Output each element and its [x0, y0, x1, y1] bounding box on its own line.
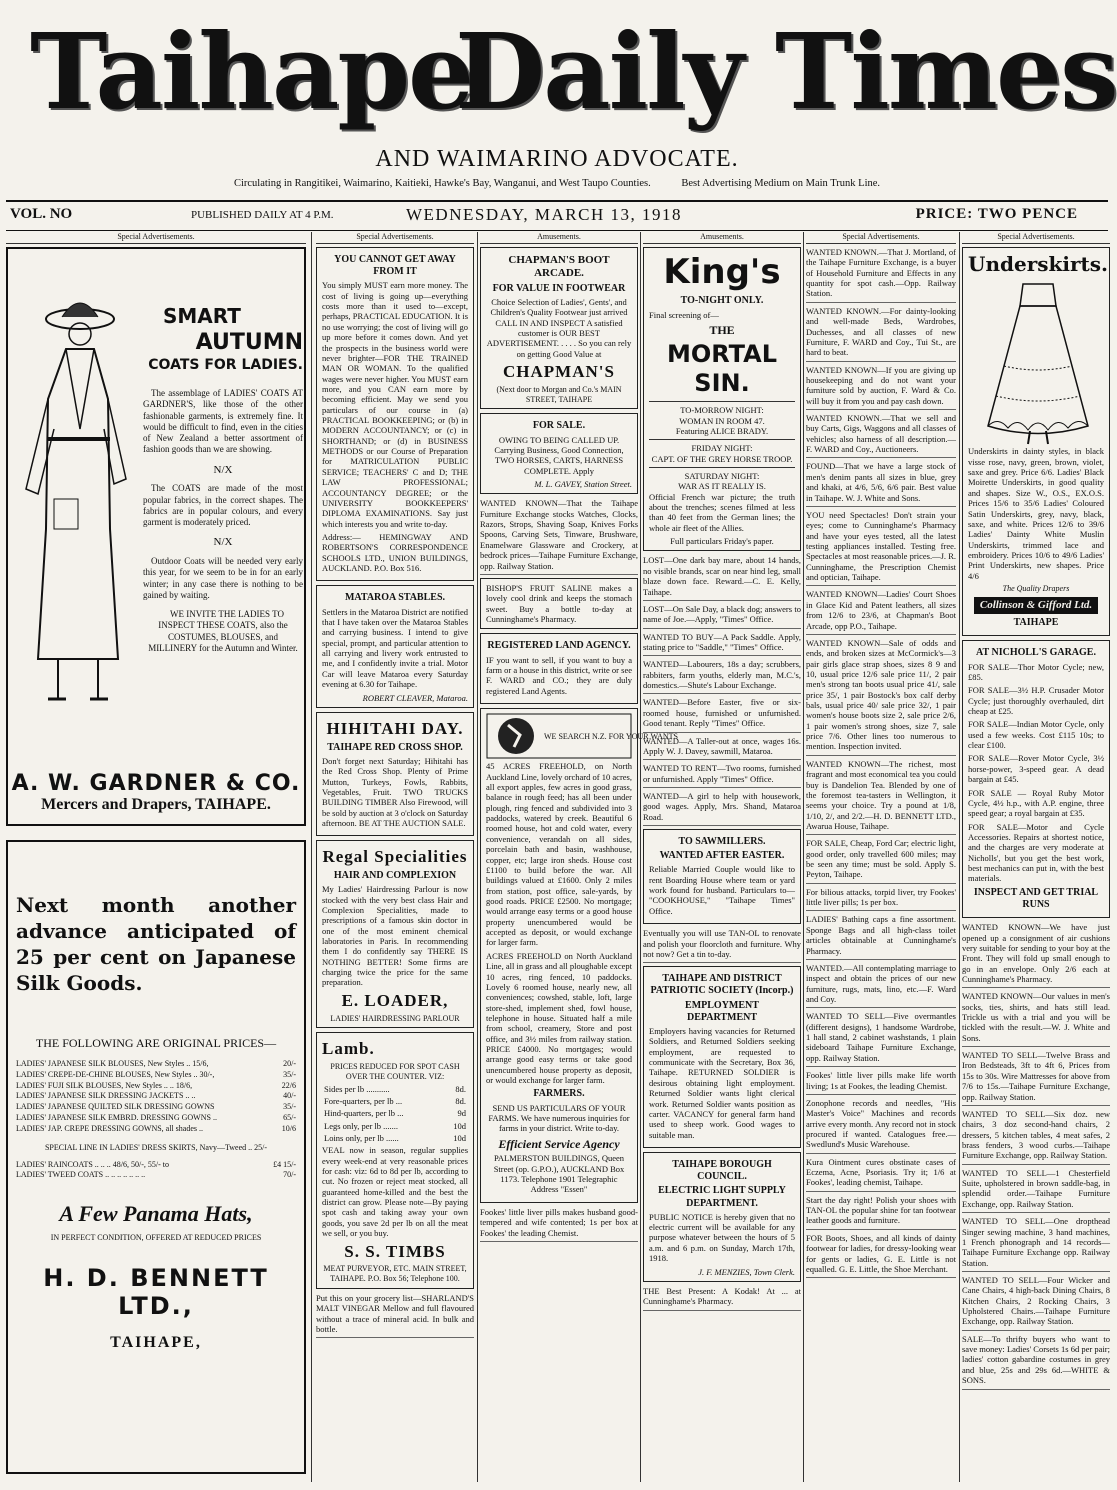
tanol-notice: Eventually you will use TAN-OL to renovate and polish your floorcloth and furniture. Why not now? Get a tin to-day.	[643, 928, 801, 963]
advert-body: VEAL now in season, regular supplies every week-end at very reasonable prices for cash: viz: 6d to 8d per lb, according to cut. No frozen or reject meat stocked, all guaranteed home-killed and the best the district can grow. Please note—By paying spot cash and taking away your own goods, you save 2d per lb on all the meat we sell, or you buy.	[322, 1145, 468, 1239]
issue-price: PRICE: TWO PENCE	[915, 206, 1078, 222]
hihitahi-advert	[316, 712, 474, 836]
classified-notice: WANTED KNOWN—If you are giving up housekeeping and do not want your furniture sold by auction, F. Ward & Co. will buy it from you and pay cash down.	[806, 365, 956, 410]
advert-title: Lamb.	[322, 1039, 375, 1059]
monogram-mark: N/X	[213, 463, 233, 476]
price-item: LADIES' JAPANESE SILK DRESSING JACKETS .. ..	[16, 1091, 196, 1101]
divider	[649, 439, 795, 440]
paragraph: The assemblage of LADIES' COATS AT GARDNER'S, like those of the other fashionable garments, is extremely fine. It would be difficult to find, even in the cities of New Zealand a better assortment of fashion goods than we are showing.	[143, 388, 303, 455]
lamb-price-row	[324, 1121, 466, 1131]
classified-notice: Kura Ointment cures obstinate cases of Eczema, Acne, Psoriasis. Try it; 1/6 at Fookes', leading chemist, Taihape.	[806, 1157, 956, 1192]
classified-notice: WANTED KNOWN—Ladies' Court Shoes in Glace Kid and Patent leathers, all sizes from 12/6 to 23/6, at Chapman's Boot Arcade, opp P.O., Taihape.	[806, 589, 956, 634]
cut-price: 9d	[457, 1108, 466, 1119]
price-value: 35/-	[283, 1102, 296, 1112]
classified-notice: YOU need Spectacles! Don't strain your eyes; come to Cunninghame's Pharmacy and have your eyes tested, all the latest testing appliances installed. Testing free. Spectacles at most reasonable prices.—J. R. Cunninghame, the Prescription Chemist and optician, Taihape.	[806, 510, 956, 587]
advert-body: PUBLIC NOTICE is hereby given that no electric current will be available for any purpose whatever between the hours of 5 a.m. and 6 p.m. on Sunday, March 17th, 1918.	[649, 1211, 795, 1264]
listing: FOR SALE—Motor and Cycle Accessories. Repairs at shortest notice, and the charges are very moderate at Nicholls', but you get the best work, best mechanics can put in, with the best materials.	[968, 821, 1104, 884]
advert-title: TAIHAPE BOROUGH COUNCIL.	[672, 1158, 772, 1183]
column-rule	[803, 232, 804, 1482]
advert-signature: J. F. MENZIES, Town Clerk.	[698, 1266, 795, 1277]
price-value: 22/6	[281, 1080, 296, 1090]
column-heading: Amusements.	[643, 232, 801, 244]
column-2	[316, 232, 474, 1482]
schools-advert	[316, 247, 474, 581]
price-value: 10/6	[281, 1123, 296, 1133]
schedule-line: TO-MORROW NIGHT:	[680, 405, 764, 416]
advert-body: Underskirts in dainty styles, in black visse rose, navy, green, brown, violet, saxe and grey. Price 6/6. Ladies' Black Moirette Underskirts, in good quality and shapes. Size W., O.S., EX.O.S. Prices 15/6 to 35/6 Ladies' Coloured Satin Underskirts, grey, navy, black, saxe, and white. Prices 12/6 to 39/6 Ladies' Dainty White Muslin Underskirts, trimmed lace and embroidery. Prices 10/6 to 49/6 Ladies' Print Underskirts, new shapes. Price 4/6	[968, 446, 1104, 581]
lamb-price-row	[324, 1084, 466, 1094]
kodak-notice: THE Best Present: A Kodak! At ... at Cunninghame's Pharmacy.	[643, 1286, 801, 1311]
price-value: 40/-	[283, 1091, 296, 1101]
cut-price: 8d.	[455, 1095, 466, 1106]
classified-notice: WANTED TO SELL—Four Wicker and Cane Chairs, 4 high-back Dining Chairs, 8 Kitchen Chairs, 2 Rocking Chairs, 3 Upholstered Chairs.—Taihape Furniture Exchange, opp. Railway Station.	[962, 1275, 1110, 1331]
cut-price: 10d	[453, 1132, 466, 1143]
price-value: 65/-	[283, 1112, 296, 1122]
regal-advert	[316, 840, 474, 1028]
panama-sub: IN PERFECT CONDITION, OFFERED AT REDUCED PRICES	[50, 1233, 262, 1243]
cut-name: Fore-quarters, per lb ...	[324, 1095, 403, 1106]
listing: FOR SALE—Indian Motor Cycle, only used a few weeks. Cost £115 10s; to clear £100.	[968, 719, 1104, 751]
advert-signature: ROBERT CLEAVER, Mataroa.	[362, 692, 468, 703]
bennett-name: H. D. BENNETT LTD.,	[43, 1264, 269, 1321]
farm-listing: 45 ACRES FREEHOLD, on North Auckland Line, lovely orchard of 10 acres, all export apples, few acres in good grass, balance in rough feed; has all been under plough, ring fenced and subdivided into 3 paddocks, watered by creek. Beautiful 6 roomed house, hot and cold water, every convenience, verandah on all sides, porcelain bath and basin, washhouse, copper, etc; large iron sheds. House cost £1100 to build before the war. All buildings valued at £1600. Only 2 miles from station, post office, sale-yards, by good roads. PRICE £2500. No mortgage; would arrange easy terms or a good house property unencumbered would be accepted as deposit, or would exchange for larger farm.	[486, 761, 632, 948]
classified-notice: WANTED KNOWN.—That J. Mortland, of the Taihape Furniture Exchange, is a buyer of Household Furniture and Effects in any quantity for spot cash.—Opp. Railway Station.	[806, 247, 956, 303]
classified-notice: For bilious attacks, torpid liver, try Fookes' little liver pills; 1s per box.	[806, 887, 956, 912]
column-heading: Special Advertisements.	[316, 232, 474, 244]
lamb-price-row	[324, 1133, 466, 1143]
paragraph: The COATS are made of the most popular fabrics, in the correct shapes. The fabrics are in popular colours, and every garment is moderately priced.	[143, 483, 303, 527]
advert-body: You simply MUST earn more money. The cost of living is going up—everything costs more than it used to—except, perhaps, PRACTICAL EDUCATION. It is no use worrying; the cost of living will go up more before it comes down. And yet the prospects in the business world were never brighter—FOR THE TRAINED MAN OR WOMAN. To the qualified wages were never higher. You MUST earn more, and you CAN earn more by becoming efficient. May we send you particulars of our course in (a) PRACTICAL BOOKKEEPING; or (b) in MODERN ACCOUNTANCY; or (c) in SHORTHAND; or (d) in BUSINESS METHODS or our Course of Preparation for MATRICULATION PUBLIC SERVICE; TEACHERS' C and D; THE LAW PROFESSIONAL; ACCOUNTANCY DEGREE; or the UNIVERSITY BOOKKEEPERS' DIPLOMA EXAMINATIONS. Say just which interests you and write to-day.	[322, 280, 468, 529]
advert-title: TO SAWMILLERS.	[678, 836, 766, 848]
price-row	[16, 1170, 296, 1181]
classified-notice: WANTED TO SELL—Six doz. new chairs, 3 doz second-hand chairs, 2 dressers, 5 kitchen tables, 4 meat safes, 2 brass fenders, 3 wood curbs.—Taihape Furniture Exchange, opp. Railway Station.	[962, 1109, 1110, 1165]
store-name: A. W. GARDNER & CO.	[11, 771, 301, 796]
advert-subtitle: EMPLOYMENT DEPARTMENT	[685, 999, 759, 1023]
advert-body: My Ladies' Hairdressing Parlour is now stocked with the very best class Hair and Complexion Specialities, made to prescriptions of a famous skin doctor in one of the most eminent chemical laboratories in Paris. In recommending them I do confidently say THERE IS NOTHING BETTER! Some firms are charging twice the price for the same preparation.	[322, 884, 468, 988]
price-value: 20/-	[283, 1059, 296, 1068]
film-prefix: THE	[709, 323, 735, 338]
listing: FOR SALE—3½ H.P. Crusader Motor Cycle; just thoroughly overhauled, dirt cheap at £25.	[968, 685, 1104, 717]
price-item: LADIES' JAP. CREPE DRESSING GOWNS, all shades ..	[16, 1123, 204, 1133]
gardner-signature	[8, 771, 304, 814]
furniture-exchange-notice: WANTED KNOWN—That the Taihape Furniture Exchange stocks Watches, Clocks, Razors, Strops, Shaving Soap, Knives Forks Spoons, Carving Sets, Tinware, Brushware, Enamelware Glassware and Crockery, at bedrock prices—Taihape Furniture Exchange, opp. Railway Station.	[480, 498, 638, 575]
advert-title: HIHITAHI DAY.	[326, 718, 464, 738]
advert-title: MATAROA STABLES.	[344, 592, 446, 604]
nicholls-garage-advert	[962, 640, 1110, 918]
final-screening: Final screening of—	[649, 309, 719, 320]
price-item: LADIES' RAINCOATS .. .. .. 48/6, 50/-, 55/- to	[16, 1159, 169, 1169]
advert-body: SEND US PARTICULARS OF YOUR FARMS. We have numerous inquiries for farms in your district. Write to-day.	[488, 1102, 630, 1134]
advert-title: REGISTERED LAND AGENCY.	[487, 640, 631, 652]
cut-price: 8d.	[455, 1083, 466, 1094]
advert-body: Reliable Married Couple would like to rent Boarding House where team or yard work found for husband. Particulars to— "COOKHOUSE," "Taihape Times" Office.	[649, 864, 795, 916]
headline-smart: SMART	[163, 304, 241, 328]
advert-trade: LADIES' HAIRDRESSING PARLOUR	[330, 1013, 460, 1023]
panama-headline: A Few Panama Hats,	[59, 1201, 253, 1227]
lamb-price-table	[322, 1082, 468, 1146]
advert-subtitle: ELECTRIC LIGHT SUPPLY DEPARTMENT.	[658, 1185, 786, 1209]
advert-subtitle: PRICES REDUCED FOR SPOT CASH OVER THE COUNTER. VIZ:	[330, 1062, 460, 1081]
schedule-line: FRIDAY NIGHT:	[691, 443, 753, 454]
classified-notice: WANTED TO SELL—Five overmantles (different designs), 1 handsome Wardrobe, 1 hall stand, 2 cabinet washstands, 1 plain sideboard Taihape Furniture Exchange, opp. Railway Station.	[806, 1011, 956, 1067]
silk-headline: Next month another advance anticipated of 25 per cent on Japanese Silk Goods.	[16, 893, 296, 995]
advert-name: E. LOADER,	[341, 990, 449, 1010]
advert-body: IF you want to sell, if you want to buy a farm or a house in this district, write or see F. WARD and CO.; they are duly registered Land Agents.	[486, 654, 632, 696]
masthead	[0, 10, 1117, 172]
coats-copy	[143, 304, 303, 662]
masthead-word-daily: Daily	[455, 10, 743, 133]
classified-notice: WANTED—Labourers, 18s a day; scrubbers, rabbiters, farm youths, elderly man, M.C.'s, domestics.—Shute's Labour Exchange.	[643, 659, 801, 694]
cut-name: Sides per lb ...........	[324, 1083, 390, 1094]
schedule-line: Featuring ALICE BRADY.	[675, 425, 769, 436]
liver-pills-notice: Fookes' little liver pills makes husband good-tempered and wife contented; 1s per box at Fookes' the leading Chemist.	[480, 1207, 638, 1242]
cut-name: Loins only, per lb ......	[324, 1132, 399, 1143]
vinegar-advert: Put this on your grocery list—SHARLAND'S MALT VINEGAR Mellow and full flavoured without a trace of mineral acid. In bulk and bottle.	[316, 1293, 474, 1338]
advert-subtitle: FOR VALUE IN FOOTWEAR	[492, 282, 626, 294]
classified-notice: WANTED KNOWN.—For dainty-looking and well-made Beds, Wardrobes, Duchesses, and all classes of new Furniture, F. WARD and Coy., Tui St., are hard to beat.	[806, 306, 956, 362]
war-description: Official French war picture; the truth about the trenches; scenes filmed at less than 40 feet from the German lines; the whole air fleet of the Allies.	[649, 491, 795, 533]
classified-notice: WANTED—A girl to help with housework, good wages. Apply, Mrs. Shand, Mataroa Road.	[643, 791, 801, 826]
agency-address: PALMERSTON BUILDINGS, Queen Street (op. G.P.O.), AUCKLAND Box 1173. Telephone 1901 Telegraphic Address "Essen"	[493, 1153, 625, 1195]
masthead-word-taihape: Taihape	[30, 10, 473, 133]
schedule-line: SATURDAY NIGHT:	[684, 470, 760, 481]
listing: FOR SALE — Royal Ruby Motor Cycle, 4½ h.p., with A.P. engine, three speed gear; a royal bargain at £35.	[968, 787, 1104, 819]
schedule-line: WOMAN IN ROOM 47.	[679, 415, 765, 426]
sawmillers-advert	[643, 829, 801, 924]
price-value: 70/-	[283, 1170, 296, 1180]
classified-notice: WANTED KNOWN—The richest, most fragrant and most economical tea you could buy is Dandelion Tea. Blended by one of the foremost tea-tasters in Wellington, it seems your choice. Try a pound at 1/8, 1/10, 2/, and 2/2.—H. D. BENNETT LTD., Awarua House, Taihape.	[806, 759, 956, 836]
price-item: LADIES' JAPANESE SILK EMBRD. DRESSING GOWNS ..	[16, 1112, 217, 1122]
bennett-silk-advert	[6, 840, 306, 1474]
advert-signature: M. L. GAVEY, Station Street.	[534, 479, 632, 490]
circulating-text: Circulating in Rangitikei, Waimarino, Kaitieki, Hawke's Bay, Wanganui, and West Taupo Counties.	[233, 178, 651, 189]
chapmans-advert	[480, 247, 638, 409]
schedule-line: CAPT. OF THE GREY HORSE TROOP.	[651, 453, 793, 464]
classified-notice: FOUND—That we have a large stock of men's denim pants all sizes in blue, grey and khaki, at 4/6, 5/6, 6/6 pair. Best value in Taihape. W. J. White and Sons.	[806, 461, 956, 506]
advert-address: MEAT PURVEYOR, ETC. MAIN STREET, TAIHAPE. P.O. Box 56; Telephone 100.	[323, 1264, 467, 1284]
price-row	[16, 1113, 296, 1124]
price-item: LADIES' JAPANESE SILK BLOUSES, New Styles .. 15/6,	[16, 1059, 209, 1068]
invitation: WE INVITE THE LADIES TO INSPECT THESE COATS, also the COSTUMES, BLOUSES, and MILLINERY for the Autumn and Winter.	[148, 609, 298, 653]
classified-notice: SALE—To thrifty buyers who want to save money: Ladies' Corsets 1s 6d per pair; ladies' cotton gabardine costumes in grey and blue, 25s and 29s 6d.—WHITE & SONS.	[962, 1334, 1110, 1390]
agency-name: Efficient Service Agency	[498, 1136, 620, 1151]
advert-subtitle: HAIR AND COMPLEXION	[333, 870, 457, 882]
column-3	[480, 232, 679, 1482]
classified-notice: WANTED TO RENT—Two rooms, furnished or unfurnished. Apply "Times" Office.	[643, 763, 801, 788]
borough-council-notice	[643, 1152, 801, 1282]
nz-map-badge	[486, 713, 679, 759]
cut-name: Legs only, per lb .......	[324, 1120, 399, 1131]
brand-tagline: The Quality Drapers	[1002, 584, 1070, 594]
price-row	[16, 1102, 296, 1113]
patriotic-society-advert	[643, 966, 801, 1148]
lady-in-coat-illustration	[18, 279, 138, 719]
classified-notice: WANTED—A Taller-out at once, wages 16s. Apply W. J. Davey, sawmill, Mataroa.	[643, 736, 801, 761]
classified-notice: WANTED KNOWN—Our values in men's socks, ties, shirts, and hats still lead. Trickle us with a trial and you will be tickled with the result.—W. J. White and Sons.	[962, 991, 1110, 1047]
cut-price: 10d	[453, 1120, 466, 1131]
advert-subtitle: TAIHAPE RED CROSS SHOP.	[327, 741, 463, 753]
classified-notice: FOR Boots, Shoes, and all kinds of dainty footwear for ladies, for dressy-looking wear for gents or ladies, G. E. Little is not equalled. G. E. Little, the Shoe Merchant.	[806, 1233, 956, 1278]
classified-notice: WANTED KNOWN.—That we sell and buy Carts, Gigs, Waggons and all classes of vehicles; also harness of all description.—F. WARD and Coy., Auctioneers.	[806, 413, 956, 458]
underskirts-advert	[962, 247, 1110, 636]
price-row	[16, 1059, 296, 1070]
monogram-mark: N/X	[213, 536, 233, 549]
classified-notice: WANTED.—All contemplating marriage to inspect and obtain the prices of our new furniture, rugs, mats, lino, etc.—F. Ward and Coy.	[806, 963, 956, 1008]
classified-notice: LOST—On Sale Day, a black dog; answers to name of Joe.—Apply, "Times" Office.	[643, 604, 801, 629]
circulation-line	[0, 178, 1114, 189]
advert-name: S. S. TIMBS	[344, 1241, 446, 1261]
bennett-town: TAIHAPE,	[110, 1334, 202, 1352]
price-row	[16, 1091, 296, 1102]
price-row	[16, 1160, 296, 1171]
store-trade: Mercers and Drapers, TAIHAPE.	[41, 796, 271, 813]
film-title: MORTAL SIN.	[666, 339, 778, 397]
advert-title: CHAPMAN'S BOOT ARCADE.	[508, 254, 610, 280]
price-value: 35/-	[283, 1069, 296, 1079]
advert-body: Settlers in the Mataroa District are notified that I have taken over the Mataroa Stables and carrying business. I intend to give special, prompt, and particular attention to all carrying and livery work entrusted to me, and I confidently invite a trial. Motor Car will leave Mataroa every Saturday evening at 6.30 for Taihape.	[322, 606, 468, 690]
advert-title: Underskirts.	[968, 252, 1108, 276]
land-agency-advert	[480, 633, 638, 704]
price-row	[16, 1081, 296, 1092]
advert-address: Address:— HEMINGWAY AND ROBERTSON'S CORRESPONDENCE SCHOOLS LTD., UNION BUILDINGS, AUCKLAND. P.O. Box 516.	[322, 532, 468, 574]
column-heading: Amusements.	[480, 232, 638, 244]
stables-advert	[316, 585, 474, 707]
price-item: LADIES' JAPANESE QUILTED SILK DRESSING GOWNS	[16, 1102, 215, 1112]
tonight-label: TO-NIGHT ONLY.	[680, 295, 764, 307]
service-agency-advert	[480, 708, 679, 1203]
classified-notice: WANTED TO BUY—A Pack Saddle. Apply, stating price to "Saddle," "Times" Office.	[643, 632, 801, 657]
advert-title: Regal Specialities	[322, 847, 468, 867]
advert-address: (Next door to Morgan and Co.'s MAIN STREET, TAIHAPE	[496, 384, 622, 404]
brand-town: TAIHAPE	[1013, 617, 1059, 629]
price-row	[16, 1124, 296, 1135]
classified-notice: WANTED KNOWN—Sale of odds and ends, and broken sizes at McCormick's—3 pair girls glace strap shoes, sizes 8 9 and 10, usual price 12/6 sale price 11/, 2 pair men's strong tan boots usual price 41/, sale price 35/, 1 pair Bostock's box calf derby bals, usual price 40/ sale price 32/, 1 pair women's house boots size 2, sale price 2/6, 1 pair women's strong shoes, size 7, sale price 7/6. Other lines too numerous to mention. Inspection invited.	[806, 638, 956, 756]
classified-notice: Zonophone records and needles, "His Master's Voice" Machines and records arrive every month. Any record not in stock procured if wanted. Catalogues free.—Swedlund's Music Warehouse.	[806, 1098, 956, 1154]
advert-title: FARMERS.	[533, 1088, 585, 1100]
classified-notice: LOST—One dark bay mare, about 14 hands, no visible brands, scar on near hind leg, small blaze down face. Reward.—C. E. Kelly, Taihape.	[643, 555, 801, 600]
advert-subtitle: WANTED AFTER EASTER.	[659, 850, 785, 862]
divider	[649, 467, 795, 468]
classified-notice: WANTED—Before Easter, five or six-roomed house, furnished or unfurnished. Good tenant. Reply "Times" Office.	[643, 697, 801, 732]
listing: FOR SALE—Rover Motor Cycle, 3½ horse-power, 3-speed gear. A dead bargain at £45.	[968, 753, 1104, 785]
masthead-word-times: Times	[775, 10, 1117, 133]
farm-listing: ACRES FREEHOLD on North Auckland Line, all in grass and all ploughable except 10 acres, ring fenced, 10 paddocks. Lovely 6 roomed house, nearly new, all conveniences; cowshed, stable, loft, large store-shed, implement shed, fowl house, telephone in house. Situated half a mile from school, creamery, Store and post office, and 3½ miles from railway station. PRICE £4000. No mortgages; would arrange good easy terms or take good unencumbered house property as deposit, or would exchange for larger farm.	[486, 950, 632, 1086]
classified-notice: WANTED KNOWN—We have just opened up a consignment of air cushions very suitable for sending to your boy at the Front. They will fold up small enough to go in an envelope. Only 2/6 each at Cunninghame's Pharmacy.	[962, 922, 1110, 988]
advert-body: Employers having vacancies for Returned Soldiers, and Returned Soldiers seeking employment, are requested to communicate with the Secretary, Box 36, Taihape. RETURNED SOLDIER is desirous obtaining light employment. Returned Soldier wants light clerical work. Returned Soldier wants position as carter. VACANCY for general farm hand used to sheep work. Good wages to suitable man.	[649, 1026, 795, 1140]
for-sale-advert	[480, 413, 638, 494]
advert-title: AT NICHOLL'S GARAGE.	[976, 647, 1096, 659]
dateline	[6, 200, 1108, 231]
advert-title: FOR SALE.	[532, 420, 586, 432]
headline-autumn: AUTUMN	[195, 330, 303, 355]
kings-theatre-advert	[643, 247, 801, 551]
column-rule	[640, 232, 641, 1482]
lamb-price-row	[324, 1108, 466, 1118]
classified-notice: Fookes' little liver pills make life worth living; 1s at Fookes, the leading Chemist.	[806, 1070, 956, 1095]
gardner-coats-advert	[6, 247, 306, 826]
issue-date: WEDNESDAY, MARCH 13, 1918	[406, 205, 682, 224]
original-prices-heading: THE FOLLOWING ARE ORIGINAL PRICES—	[35, 1036, 277, 1050]
divider	[649, 401, 795, 402]
headline-coats: COATS FOR LADIES.	[148, 356, 303, 373]
column-heading: Special Advertisements.	[6, 232, 306, 244]
schedule-line: WAR AS IT REALLY IS.	[678, 481, 766, 492]
price-item: LADIES' FUJI SILK BLOUSES, New Styles .. .. 18/6,	[16, 1080, 193, 1090]
column-5	[806, 232, 956, 1482]
particulars-note: Full particulars Friday's paper.	[670, 536, 774, 547]
volume-label: VOL. NO	[10, 206, 73, 222]
column-6	[962, 232, 1110, 1482]
lamb-price-row	[324, 1096, 466, 1106]
brand-logo: Collinson & Gifford Ltd.	[974, 597, 1098, 614]
advert-title: YOU CANNOT GET AWAY FROM IT	[334, 254, 456, 278]
classified-notice: Start the day right! Polish your shoes with TAN-OL the popular shine for tan footwear leather goods and furniture.	[806, 1195, 956, 1230]
lamb-advert	[316, 1032, 474, 1289]
paragraph: Outdoor Coats will be needed very early this year, for we seem to be in for an early winter; in any case there is nothing to be gained by waiting.	[143, 556, 303, 600]
price-row	[16, 1070, 296, 1081]
theatre-name: King's	[663, 252, 781, 292]
price-value: £4 15/-	[273, 1159, 296, 1169]
column-4	[643, 232, 801, 1482]
advert-name: CHAPMAN'S	[503, 362, 615, 382]
advert-body: Don't forget next Saturday; Hihitahi has the Red Cross Shop. Plenty of Prime Mutton, Turkeys, Fowls, Rabbits, Vegetables, Fruit. TWO TRUCKS BUILDING TIMBER Also Firewood, will be sold by auction at 3 o'clock on Saturday afternoon. BE AT THE AUCTION SALE.	[322, 755, 468, 828]
price-list	[16, 1059, 296, 1135]
best-medium-text: Best Advertising Medium on Main Trunk Line.	[681, 178, 881, 189]
price-item: LADIES' CREPE-DE-CHINE BLOUSES, New Styles .. 30/-,	[16, 1069, 215, 1079]
classified-notice: FOR SALE, Cheap, Ford Car; electric light, good order, only travelled 600 miles; may be seen any time; must be sold. Apply S. Peyton, Taihape.	[806, 838, 956, 883]
classified-notice: LADIES' Bathing caps a fine assortment. Sponge Bags and all high-class toilet articles obtainable at Cunninghame's Pharmacy.	[806, 914, 956, 959]
classified-notice: WANTED TO SELL—Twelve Brass and Iron Bedsteads, 3ft to 4ft 6, Prices from 15s to 30s. Wire Mattresses for above from 7/6 to 15s.—Taihape Furniture Exchange, opp. Railway Station.	[962, 1050, 1110, 1106]
advert-footer: INSPECT AND GET TRIAL RUNS	[973, 886, 1099, 910]
masthead-subtitle: AND WAIMARINO ADVOCATE.	[375, 146, 739, 172]
advert-body: Choice Selection of Ladies', Gents', and Children's Quality Footwear just arrived CALL IN AND INSPECT A satisfied customer is OUR BEST ADVERTISEMENT. . . . . So you can rely on getting Good Value at	[486, 297, 632, 359]
classified-notice: WANTED TO SELL—1 Chesterfield Suite, upholstered in brown saddle-bag, in splendid order.—Taihape Furniture Exchange, opp. Railway Station.	[962, 1168, 1110, 1213]
advert-body: OWING TO BEING CALLED UP. Carrying Business, Good Connection, TWO HORSES, CARTS, HARNESS COMPLETE. Apply	[494, 434, 624, 476]
cut-name: Hind-quarters, per lb ...	[324, 1108, 404, 1119]
advert-title: TAIHAPE AND DISTRICT PATRIOTIC SOCIETY (Incorp.)	[650, 973, 794, 997]
fruit-saline-advert: BISHOP'S FRUIT SALINE makes a lovely cool drink and keeps the stomach sweet. Buy a bottle to-day at Cunninghame's Pharmacy.	[480, 578, 638, 629]
underskirt-illustration	[968, 276, 1108, 446]
listing: FOR SALE—Thor Motor Cycle; new, £85.	[968, 661, 1104, 682]
column-rule	[311, 232, 312, 1482]
column-1	[6, 232, 306, 1482]
published-label: PUBLISHED DAILY AT 4 P.M.	[191, 209, 334, 221]
column-heading: Special Advertisements.	[962, 232, 1110, 244]
classified-notice: WANTED TO SELL—One dropthead Singer sewing machine, 3 hand machines, 1 French phonograph and 14 records—Taihape Furniture Exchange opp. Railway Station.	[962, 1216, 1110, 1272]
column-rule	[477, 232, 478, 1482]
badge-text: WE SEARCH N.Z. FOR YOUR WANTS	[544, 731, 679, 741]
column-heading: Special Advertisements.	[806, 232, 956, 244]
price-item: LADIES' TWEED COATS .. .. .. .. .. .. ..	[16, 1170, 146, 1180]
special-line: SPECIAL LINE IN LADIES' DRESS SKIRTS, Navy—Tweed .. 25/-	[44, 1142, 268, 1152]
column-rule	[959, 232, 960, 1482]
